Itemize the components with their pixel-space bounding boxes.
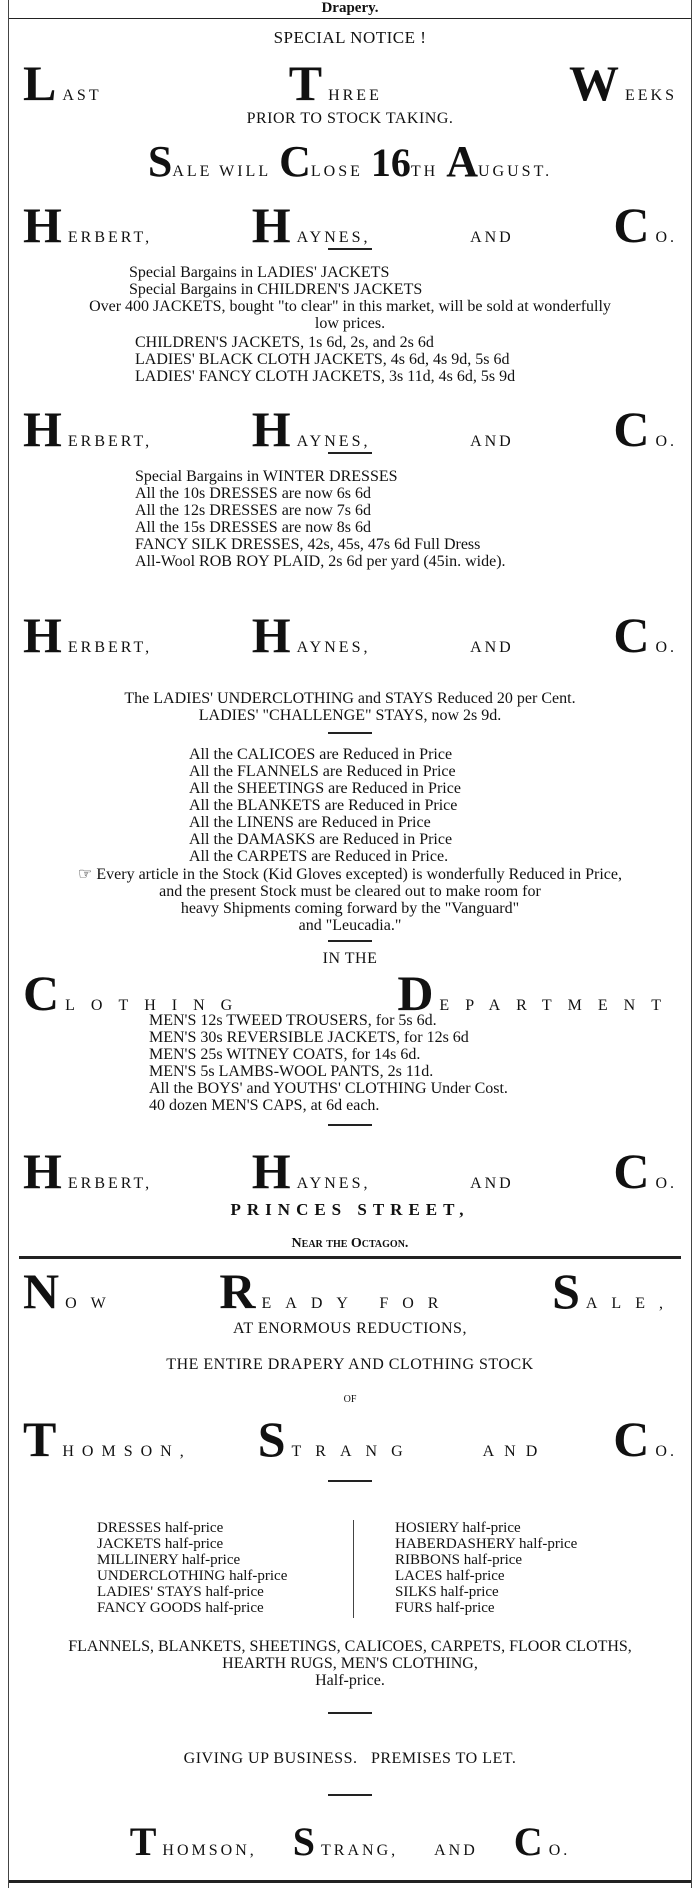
word-rest: ERBERT, [67, 639, 153, 656]
list-item: All-Wool ROB ROY PLAID, 2s 6d per yard (45in. wide). [135, 553, 506, 570]
initial: H [23, 401, 62, 457]
near-octagon: Near the Octagon. [291, 1236, 409, 1251]
word-rest: LOTHING [65, 997, 249, 1014]
list-item: All the CARPETS are Reduced in Price. [189, 848, 449, 865]
word-rest: O. [655, 1175, 677, 1192]
initial: D [397, 965, 434, 1021]
initial: H [23, 607, 62, 663]
word-rest: OW [65, 1295, 120, 1312]
title-word [251, 1143, 371, 1199]
list-item: DRESSES half-price [97, 1520, 224, 1536]
title-word [613, 607, 677, 663]
word-rest: AND [470, 639, 514, 656]
initial: C [279, 137, 311, 186]
word-rest: ALE WILL [172, 163, 272, 180]
last-three-weeks-title [9, 55, 691, 111]
in-the-label: IN THE [322, 950, 378, 967]
word-rest: ALE, [585, 1295, 677, 1312]
word-rest: AND [470, 1175, 514, 1192]
title-word [613, 1143, 677, 1199]
every-article-block [9, 866, 691, 934]
word-rest: AYNES, [296, 1175, 371, 1192]
title-word [470, 229, 514, 247]
section-header: Drapery. [321, 0, 379, 16]
initial: R [219, 1263, 256, 1319]
word-rest: AYNES, [296, 639, 371, 656]
header-rule [9, 18, 691, 19]
list-item: JACKETS half-price [97, 1536, 224, 1552]
initial: C [613, 197, 650, 253]
word-rest: EPARTMENT [439, 997, 677, 1014]
section-rule [19, 1256, 681, 1259]
list-item: Over 400 JACKETS, bought "to clear" in this market, will be sold at wonderfully [89, 298, 611, 315]
initial: T [288, 55, 323, 111]
list-item: heavy Shipments coming forward by the "Vanguard" [180, 900, 520, 917]
initial: C [513, 1819, 543, 1864]
list-item: All the 15s DRESSES are now 8s 6d [135, 519, 371, 536]
list-item: All the 12s DRESSES are now 7s 6d [135, 502, 371, 519]
word-rest: ERBERT, [67, 433, 153, 450]
list-item [9, 866, 691, 883]
initial: T [23, 1411, 57, 1467]
herbert-haynes-title [9, 197, 691, 253]
title-word [23, 965, 249, 1021]
pointing-hand-icon: ☞ [78, 866, 93, 883]
clothing-list [149, 1012, 508, 1114]
word-rest: HREE [328, 87, 382, 104]
initial: S [552, 1263, 580, 1319]
sale-close-title [9, 137, 691, 186]
initial: C [23, 965, 60, 1021]
divider [328, 1712, 372, 1714]
list-item: FANCY SILK DRESSES, 42s, 45s, 47s 6d Full Dress [135, 536, 481, 553]
underclothing-block [9, 690, 691, 724]
initial: H [251, 197, 291, 253]
title-word [446, 137, 553, 186]
jackets-over-400 [9, 298, 691, 332]
list-item: All the LINENS are Reduced in Price [189, 814, 431, 831]
list-item-text: Every article in the Stock (Kid Gloves excepted) is wonderfully Reduced in Price, [96, 866, 622, 883]
list-item: FURS half-price [395, 1600, 495, 1616]
title-word [23, 401, 153, 457]
word-rest: UGUST. [478, 163, 553, 180]
princes-street: PRINCES STREET, [230, 1200, 470, 1219]
list-item: All the DAMASKS are Reduced in Price [189, 831, 453, 848]
divider [328, 452, 372, 454]
initial: C [613, 1143, 650, 1199]
title-word [483, 1443, 548, 1461]
list-item: The LADIES' UNDERCLOTHING and STAYS Reduced 20 per Cent. [124, 690, 576, 707]
word-rest: EEKS [624, 87, 677, 104]
title-word [23, 1143, 153, 1199]
prior-to-stock-taking: PRIOR TO STOCK TAKING. [246, 110, 454, 127]
title-word [470, 433, 514, 451]
bottom-rule [9, 1880, 691, 1883]
title-word [257, 1411, 417, 1467]
list-item: LADIES' "CHALLENGE" STAYS, now 2s 9d. [198, 707, 502, 724]
divider [328, 1480, 372, 1482]
title-word [613, 197, 677, 253]
giving-up-business: GIVING UP BUSINESS. PREMISES TO LET. [183, 1750, 517, 1767]
reduced-list [189, 746, 461, 865]
list-item: MEN'S 30s REVERSIBLE JACKETS, for 12s 6d [149, 1029, 469, 1046]
divider [328, 940, 372, 942]
divider [328, 1794, 372, 1796]
half-price-left [97, 1520, 287, 1616]
herbert-haynes-title [9, 401, 691, 457]
word-rest: AYNES, [296, 433, 371, 450]
initial: H [23, 1143, 62, 1199]
of-label: OF [343, 1394, 357, 1405]
title-word [470, 639, 514, 657]
title-word [513, 1819, 571, 1864]
jackets-prices [135, 334, 515, 385]
title-word [370, 140, 439, 185]
initial: S [147, 137, 173, 186]
initial: H [23, 197, 62, 253]
initial: S [257, 1411, 286, 1467]
list-item: LADIES' BLACK CLOTH JACKETS, 4s 6d, 4s 9d, 5s 6d [135, 351, 510, 368]
title-word [613, 1411, 677, 1467]
title-word [251, 607, 371, 663]
thomson-strang-footer [9, 1819, 691, 1864]
flannels-block [9, 1638, 691, 1689]
title-word [568, 55, 677, 111]
initial: 16 [370, 140, 411, 185]
column-divider [353, 1520, 354, 1618]
special-notice: SPECIAL NOTICE ! [273, 28, 427, 47]
list-item: SILKS half-price [395, 1584, 499, 1600]
list-item: HOSIERY half-price [395, 1520, 521, 1536]
divider [328, 732, 372, 734]
word-rest: O. [655, 433, 677, 450]
list-item: and "Leucadia." [298, 917, 402, 934]
list-item: LADIES' STAYS half-price [97, 1584, 264, 1600]
initial: A [446, 137, 478, 186]
title-word [23, 55, 102, 111]
list-item: All the 10s DRESSES are now 6s 6d [135, 485, 371, 502]
list-item: Special Bargains in WINTER DRESSES [135, 468, 398, 485]
word-rest: O. [655, 639, 677, 656]
list-item: FLANNELS, BLANKETS, SHEETINGS, CALICOES, CARPETS, FLOOR CLOTHS, [68, 1638, 632, 1655]
word-rest: AST [62, 87, 102, 104]
title-word [23, 607, 153, 663]
divider [328, 248, 372, 250]
list-item: low prices. [314, 315, 386, 332]
word-rest: HOMSON, [162, 1842, 257, 1859]
list-item: HABERDASHERY half-price [395, 1536, 578, 1552]
list-item: Special Bargains in LADIES' JACKETS [129, 264, 390, 281]
entire-stock: THE ENTIRE DRAPERY AND CLOTHING STOCK [166, 1356, 534, 1373]
title-word [292, 1819, 399, 1864]
list-item: LADIES' FANCY CLOTH JACKETS, 3s 11d, 4s 6d, 5s 9d [135, 368, 516, 385]
word-rest: O. [548, 1842, 571, 1859]
initial: C [613, 607, 650, 663]
initial: T [129, 1819, 157, 1864]
list-item: CHILDREN'S JACKETS, 1s 6d, 2s, and 2s 6d [135, 334, 434, 351]
initial: L [23, 55, 57, 111]
list-item: Special Bargains in CHILDREN'S JACKETS [129, 281, 423, 298]
advertisement-page [8, 0, 692, 1888]
list-item: All the FLANNELS are Reduced in Price [189, 763, 456, 780]
list-item: MEN'S 25s WITNEY COATS, for 14s 6d. [149, 1046, 421, 1063]
herbert-haynes-title [9, 1143, 691, 1199]
word-rest: ERBERT, [67, 229, 153, 246]
title-word [279, 137, 363, 186]
title-word [552, 1263, 677, 1319]
word-rest: TRANG [291, 1443, 417, 1460]
list-item: Half-price. [315, 1672, 385, 1689]
title-word [219, 1263, 453, 1319]
word-rest: LOSE [310, 163, 363, 180]
jackets-list [129, 264, 422, 298]
now-ready-title [9, 1263, 691, 1319]
dresses-list [135, 468, 506, 570]
herbert-haynes-title [9, 607, 691, 663]
title-word [613, 401, 677, 457]
list-item: All the BOYS' and YOUTHS' CLOTHING Under Cost. [149, 1080, 508, 1097]
divider [328, 1124, 372, 1126]
word-rest: O. [655, 1443, 677, 1460]
title-word [23, 1263, 120, 1319]
list-item: UNDERCLOTHING half-price [97, 1568, 288, 1584]
half-price-right [395, 1520, 577, 1616]
word-rest: TRANG, [321, 1842, 399, 1859]
initial: N [23, 1263, 60, 1319]
title-word [147, 137, 272, 186]
list-item: All the BLANKETS are Reduced in Price [189, 797, 458, 814]
title-word [288, 55, 382, 111]
word-rest: O. [655, 229, 677, 246]
title-word [470, 1175, 514, 1193]
enormous-reductions: AT ENORMOUS REDUCTIONS, [233, 1320, 467, 1337]
list-item: All the SHEETINGS are Reduced in Price [189, 780, 461, 797]
initial: S [292, 1819, 316, 1864]
title-word [251, 401, 371, 457]
list-item: MEN'S 5s LAMBS-WOOL PANTS, 2s 11d. [149, 1063, 434, 1080]
title-word [397, 965, 677, 1021]
list-item: HEARTH RUGS, MEN'S CLOTHING, [222, 1655, 478, 1672]
word-rest: AND [470, 433, 514, 450]
word-rest: AND [482, 1443, 548, 1460]
word-rest: AND [434, 1842, 478, 1859]
thomson-strang-title [9, 1411, 691, 1467]
list-item: 40 dozen MEN'S CAPS, at 6d each. [149, 1097, 380, 1114]
list-item: MILLINERY half-price [97, 1552, 241, 1568]
word-rest: TH [410, 163, 439, 180]
list-item: FANCY GOODS half-price [97, 1600, 264, 1616]
word-rest: EADY FOR [261, 1295, 453, 1312]
initial: H [251, 607, 291, 663]
word-rest: AND [470, 229, 514, 246]
word-rest: ERBERT, [67, 1175, 153, 1192]
title-word [129, 1819, 257, 1864]
initial: C [613, 1411, 650, 1467]
initial: H [251, 1143, 291, 1199]
initial: C [613, 401, 650, 457]
list-item: and the present Stock must be cleared out to make room for [159, 883, 541, 900]
title-word [251, 197, 371, 253]
initial: W [568, 55, 619, 111]
list-item: RIBBONS half-price [395, 1552, 523, 1568]
title-word [23, 1411, 192, 1467]
list-item: All the CALICOES are Reduced in Price [189, 746, 453, 763]
title-word [23, 197, 153, 253]
list-item: LACES half-price [395, 1568, 505, 1584]
list-item: MEN'S 12s TWEED TROUSERS, for 5s 6d. [149, 1012, 437, 1029]
initial: H [251, 401, 291, 457]
word-rest: HOMSON, [62, 1443, 192, 1460]
word-rest: AYNES, [296, 229, 371, 246]
title-word [434, 1842, 478, 1860]
